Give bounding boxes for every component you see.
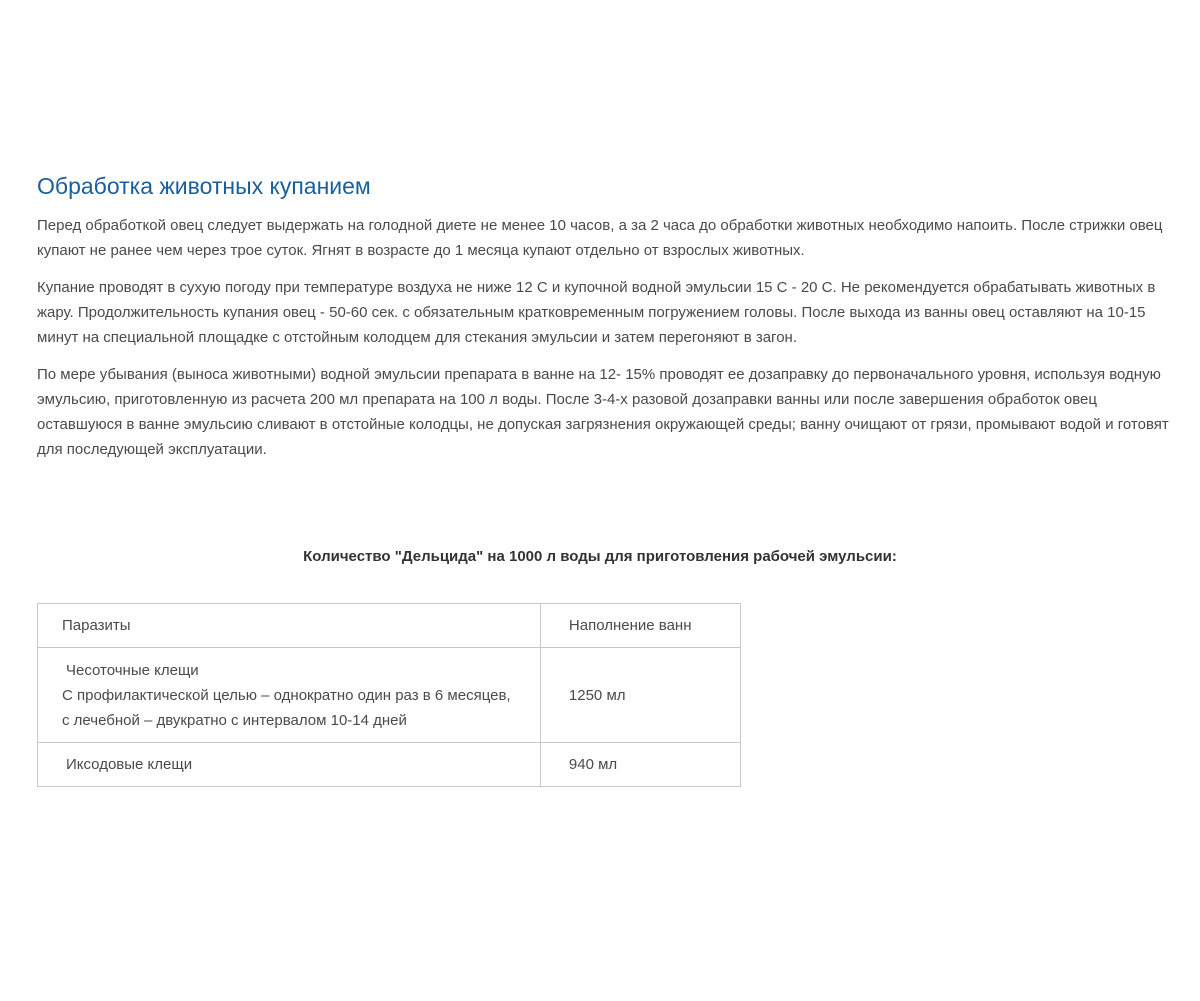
dose-value: 1250 мл bbox=[540, 648, 740, 743]
table-header-row bbox=[38, 604, 741, 648]
parasite-note-therapeutic: с лечебной – двукратно с интервалом 10-14 дней bbox=[62, 711, 407, 729]
parasite-name: Чесоточные клещи bbox=[66, 661, 199, 679]
dose-value: 940 мл bbox=[540, 743, 740, 787]
header-parasites: Паразиты bbox=[38, 604, 541, 648]
parasite-cell bbox=[38, 743, 541, 787]
header-bath-filling: Наполнение ванн bbox=[540, 604, 740, 648]
paragraph-refilling: По мере убывания (выноса животными) водной эмульсии препарата в ванне на 12- 15% проводят ее дозаправку до первоначального уровня, используя водную эмульсию, приготовленную из расчета 200 мл препарата на 100 л воды. После 3-4-х разовой дозаправки ванны или после завершения обработок овец оставшуюся в ванне эмульсию сливают в отстойные колодцы, не допуская загрязнения окружающей среды; ванну очищают от грязи, промывают водой и готовят для последующей эксплуатации. bbox=[37, 366, 1169, 458]
table-row bbox=[38, 648, 741, 743]
table-caption: Количество "Дельцида" на 1000 л воды для приготовления рабочей эмульсии: bbox=[303, 548, 897, 565]
table-row bbox=[38, 743, 741, 787]
paragraph-bathing-conditions: Купание проводят в сухую погоду при температуре воздуха не ниже 12 С и купочной водной эмульсии 15 С - 20 С. Не рекомендуется обрабатывать животных в жару. Продолжительность купания овец - 50-60 сек. с обязательным кратковременным погружением головы. После выхода из ванны овец оставляют на 10-15 минут на специальной площадке с отстойным колодцем для стекания эмульсии и затем перегоняют в загон. bbox=[37, 279, 1156, 346]
parasite-note-prophylactic: С профилактической целью – однократно один раз в 6 месяцев, bbox=[62, 686, 511, 704]
dosage-table bbox=[37, 603, 741, 787]
section-title: Обработка животных купанием bbox=[37, 173, 371, 199]
article-section bbox=[37, 171, 1177, 474]
paragraph-preparation: Перед обработкой овец следует выдержать на голодной диете не менее 10 часов, а за 2 часа до обработки животных необходимо напоить. После стрижки овец купают не ранее чем через трое суток. Ягнят в возрасте до 1 месяца купают отдельно от взрослых животных. bbox=[37, 217, 1163, 259]
parasite-name: Иксодовые клещи bbox=[66, 756, 193, 773]
parasite-cell bbox=[38, 648, 541, 743]
